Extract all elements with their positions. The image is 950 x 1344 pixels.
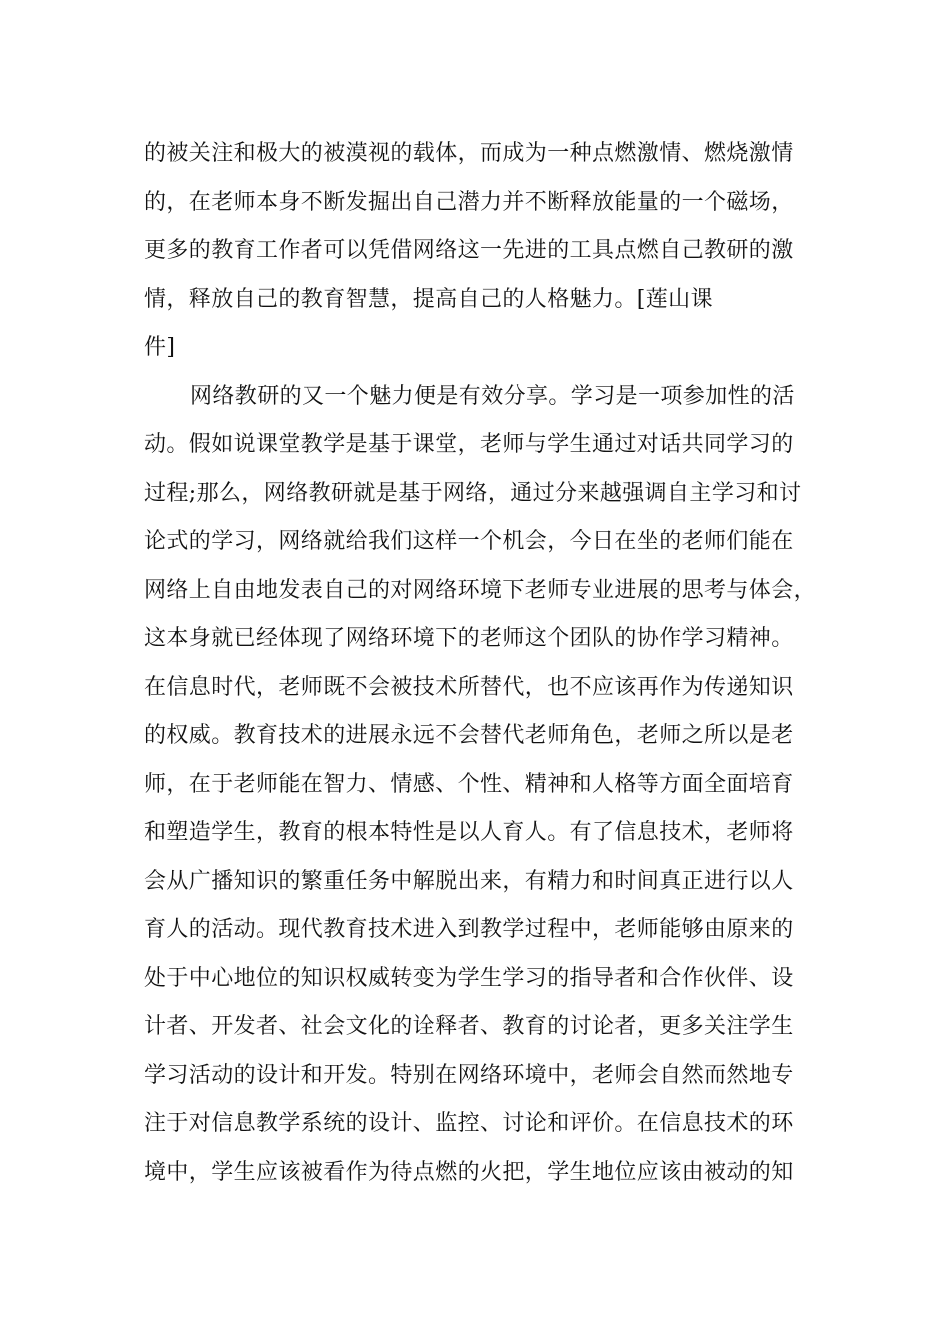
body-text bbox=[144, 130, 824, 1197]
text-line: 的被关注和极大的被漠视的载体，而成为一种点燃激情、燃烧激情 bbox=[144, 141, 794, 166]
text-line: 师，在于老师能在智力、情感、个性、精神和人格等方面全面培育 bbox=[144, 771, 794, 797]
text-line: 情，释放自己的教育智慧，提高自己的人格魅力。[莲山课 bbox=[144, 286, 713, 312]
text-line: 的权威。教育技术的进展永远不会替代老师角色，老师之所以是老 bbox=[144, 723, 794, 748]
text-line: 网络上自由地发表自己的对网络环境下老师专业进展的思考与体会， bbox=[144, 577, 817, 603]
text-line: 会从广播知识的繁重任务中解脱出来，有精力和时间真正进行以人 bbox=[144, 868, 794, 894]
text-line: 论式的学习，网络就给我们这样一个机会，今日在坐的老师们能在 bbox=[144, 529, 794, 554]
text-line: 学习活动的设计和开发。特别在网络环境中，老师会自然而然地专 bbox=[144, 1062, 794, 1088]
text-line: 动。假如说课堂教学是基于课堂，老师与学生通过对话共同学习的 bbox=[144, 432, 794, 457]
text-line: 件] bbox=[144, 335, 176, 360]
text-line: 这本身就已经体现了网络环境下的老师这个团队的协作学习精神。 bbox=[144, 626, 794, 651]
text-line: 计者、开发者、社会文化的诠释者、教育的讨论者，更多关注学生 bbox=[144, 1014, 794, 1039]
text-line: 育人的活动。现代教育技术进入到教学过程中，老师能够由原来的 bbox=[144, 917, 794, 942]
text-line: 的，在老师本身不断发掘出自己潜力并不断释放能量的一个磁场， bbox=[144, 189, 794, 215]
text-line: 在信息时代，老师既不会被技术所替代，也不应该再作为传递知识 bbox=[144, 674, 794, 700]
text-line: 更多的教育工作者可以凭借网络这一先进的工具点燃自己教研的激 bbox=[144, 238, 794, 263]
text-line: 处于中心地位的知识权威转变为学生学习的指导者和合作伙伴、设 bbox=[144, 965, 794, 991]
text-line: 注于对信息教学系统的设计、监控、讨论和评价。在信息技术的环 bbox=[144, 1111, 794, 1136]
text-line: 过程;那么，网络教研就是基于网络，通过分来越强调自主学习和讨 bbox=[144, 480, 802, 506]
text-line: 和塑造学生，教育的根本特性是以人育人。有了信息技术，老师将 bbox=[144, 820, 794, 845]
text-line: 境中，学生应该被看作为待点燃的火把，学生地位应该由被动的知 bbox=[144, 1159, 794, 1185]
paragraph-first-line: 网络教研的又一个魅力便是有效分享。学习是一项参加性的活 bbox=[190, 383, 795, 409]
